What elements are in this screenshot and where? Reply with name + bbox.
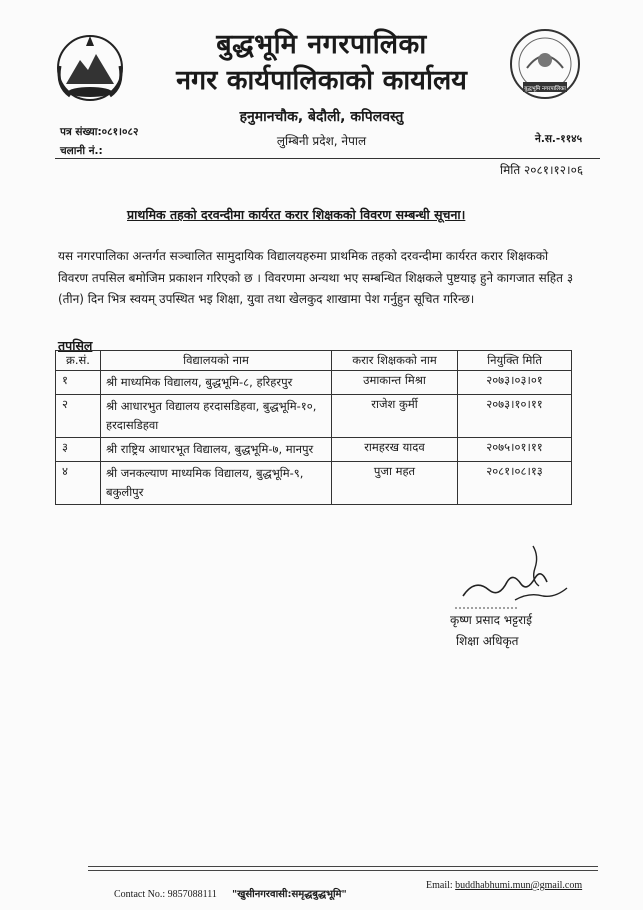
cell-sn: ४ [56, 462, 101, 505]
seal-caption: बुद्धभूमि नगरपालिका [524, 86, 566, 92]
table-row [56, 438, 572, 462]
cell-school: श्री राष्ट्रिय आधारभूत विद्यालय, बुद्धभूमि-७, मानपुर [101, 438, 332, 462]
cell-sn: ३ [56, 438, 101, 462]
col-header-teacher: करार शिक्षकको नाम [332, 351, 458, 371]
teacher-table [55, 350, 572, 505]
footer-email [426, 880, 582, 891]
email-link[interactable]: buddhabhumi.mun@gmail.com [455, 880, 583, 891]
address-line-1: हनुमानचौक, बेदौली, कपिलवस्तु [239, 109, 404, 125]
municipality-title: बुद्धभूमि नगरपालिका [216, 29, 427, 60]
municipality-seal-icon [505, 24, 585, 104]
footer-divider [88, 866, 598, 867]
cell-school: श्री आधारभुत विद्यालय हरदासडिहवा, बुद्धभूमि-१०, हरदासडिहवा [101, 395, 332, 438]
footer-divider-2 [88, 870, 598, 871]
table-row [56, 462, 572, 505]
letter-date: मिति २०८१।१२।०६ [500, 163, 584, 177]
cell-date: २०८१।०८।१३ [458, 462, 572, 505]
cell-sn: १ [56, 371, 101, 395]
cell-teacher: राजेश कुर्मी [332, 395, 458, 438]
col-header-sn: क्र.सं. [56, 351, 101, 371]
registration-number: ने.स.-११४५ [535, 133, 583, 145]
cell-teacher: पुजा महत [332, 462, 458, 505]
col-header-school: विद्यालयको नाम [101, 351, 332, 371]
subject-line: प्राथमिक तहको दरवन्दीमा कार्यरत करार शिक्षकको विवरण सम्बन्धी सूचना। [127, 207, 466, 222]
cell-teacher: उमाकान्त मिश्रा [332, 371, 458, 395]
signature-icon [455, 538, 575, 618]
email-label: Email: [426, 880, 456, 891]
cell-school: श्री माध्यमिक विद्यालय, बुद्धभूमि-८, हरिहरपुर [101, 371, 332, 395]
header-divider [55, 158, 600, 159]
reference-number: पत्र संख्या:०८१।०८२ [60, 126, 139, 138]
address-line-2: लुम्बिनी प्रदेश, नेपाल [276, 134, 367, 148]
table-row [56, 371, 572, 395]
cell-date: २०७३।१०।११ [458, 395, 572, 438]
cell-date: २०७३।०३।०१ [458, 371, 572, 395]
body-paragraph: यस नगरपालिका अन्तर्गत सञ्चालित सामुदायिक विद्यालयहरुमा प्राथमिक तहको दरवन्दीमा कार्यरत करार शिक्षकको विवरण तपसिल बमोजिम प्रकाशन गरिएको छ । विवरणमा अन्यथा भए सम्बन्धित शिक्षकले पुष्टयाइ हुने कागजात सहित ३ (तीन) दिन भित्र स्वयम् उपस्थित भइ शिक्षा, युवा तथा खेलकुद शाखामा पेश गर्नुहुन सूचित गरिन्छ। [58, 249, 574, 306]
footer-slogan: "खुसीनगरवासी:समृद्धबुद्धभूमि" [232, 889, 347, 900]
schedule-heading: तपसिल [58, 338, 93, 353]
dispatch-number: चलानी नं.: [60, 145, 103, 157]
col-header-date: नियुक्ति मिति [458, 351, 572, 371]
contact-number: Contact No.: 9857088111 [114, 889, 217, 900]
office-title: नगर कार्यपालिकाको कार्यालय [176, 65, 467, 96]
cell-school: श्री जनकल्याण माध्यमिक विद्यालय, बुद्धभूमि-९, बकुलीपुर [101, 462, 332, 505]
table-row [56, 395, 572, 438]
table-header-row [56, 351, 572, 371]
cell-date: २०७५।०१।११ [458, 438, 572, 462]
signatory-name: कृष्ण प्रसाद भट्टराई [450, 613, 533, 627]
cell-teacher: रामहरख यादव [332, 438, 458, 462]
signatory-title: शिक्षा अधिकृत [456, 634, 519, 648]
cell-sn: २ [56, 395, 101, 438]
